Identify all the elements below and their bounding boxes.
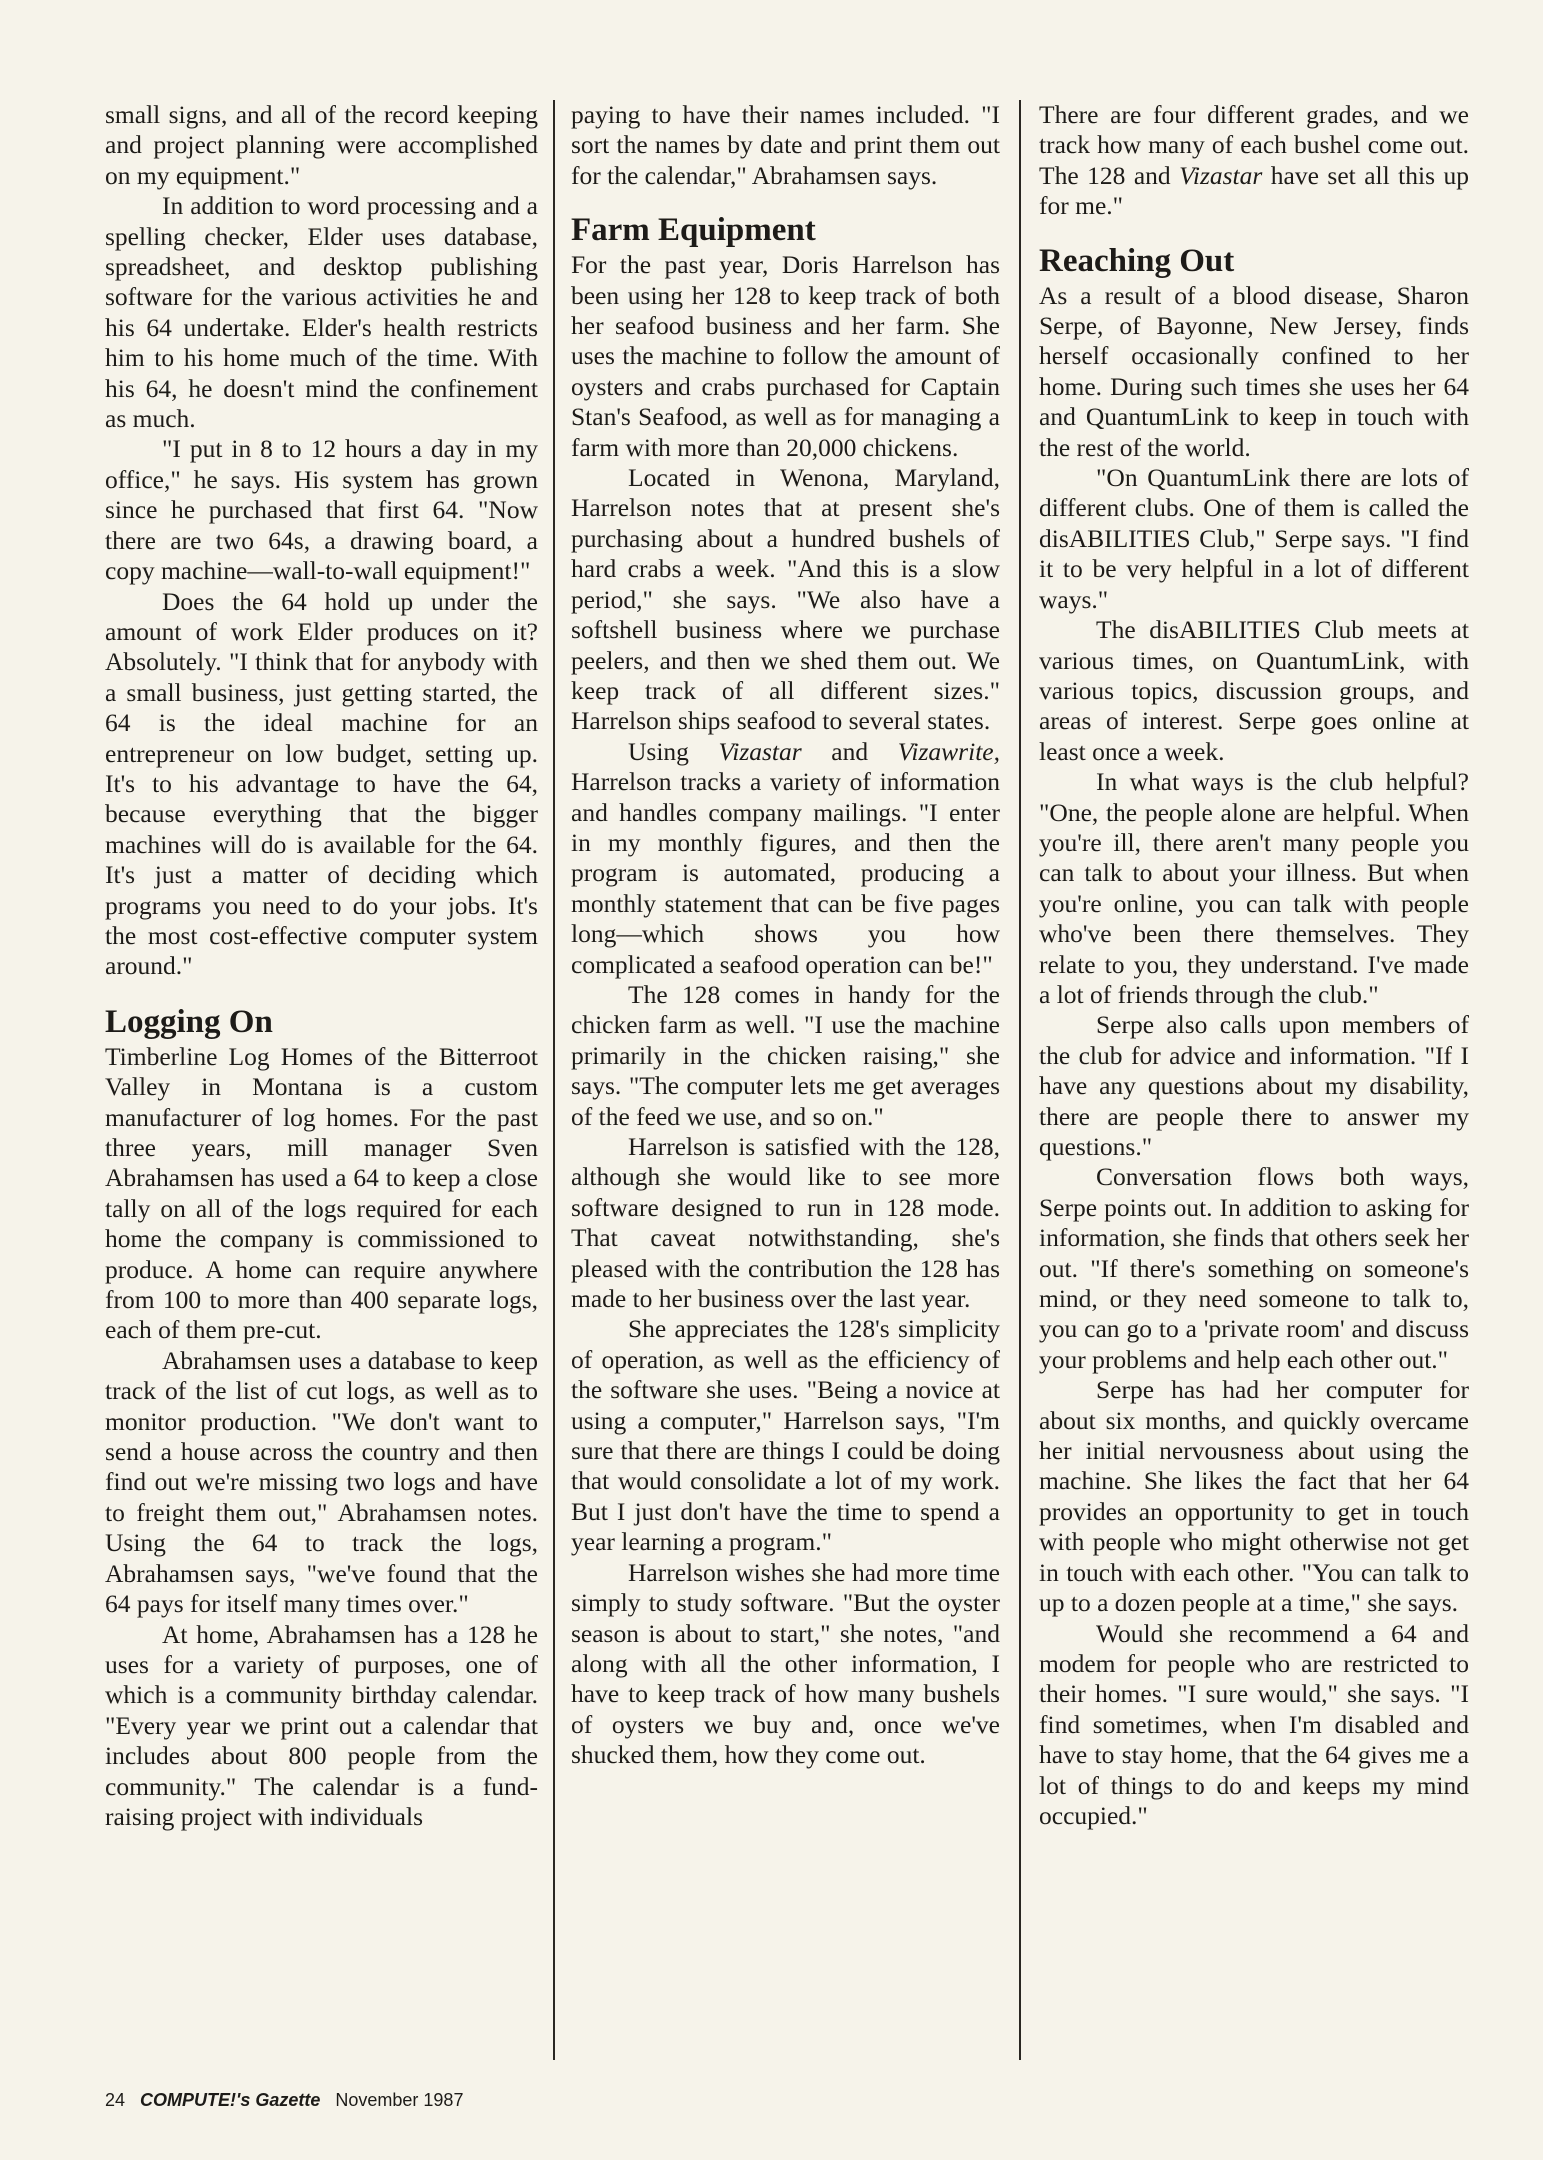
column-divider bbox=[553, 100, 555, 2060]
section-heading-logging-on: Logging On bbox=[105, 1003, 273, 1040]
software-title: Vizastar bbox=[718, 736, 802, 766]
paragraph: "I put in 8 to 12 hours a day in my office," he says. His system has grown since he purchased that first 64. "Now there are two 64s, a drawing board, a copy machine—wall-to-wall equipment!" bbox=[105, 434, 538, 586]
software-title: Vizawrite, bbox=[897, 736, 1000, 766]
text-run: Using bbox=[628, 736, 719, 766]
page-number: 24 bbox=[105, 2090, 126, 2110]
paragraph: The disABILITIES Club meets at various times, on QuantumLink, with various topics, discussion groups, and areas of interest. Serpe goes online at least once a week. bbox=[1039, 615, 1469, 766]
software-title: Vizastar bbox=[1179, 160, 1263, 190]
paragraph: Serpe also calls upon members of the club for advice and information. "If I have any questions about my disability, there are people there to answer my questions." bbox=[1039, 1010, 1469, 1161]
paragraph: Would she recommend a 64 and modem for people who are restricted to their homes. "I sure would," she says. "I find sometimes, when I'm disabled and have to stay home, that the 64 gives me a lot of things to do and keeps my mind occupied." bbox=[1039, 1618, 1469, 1830]
issue-date: November 1987 bbox=[335, 2090, 464, 2110]
paragraph: She appreciates the 128's simplicity of operation, as well as the efficiency of the software she uses. "Being a novice at using a computer," Harrelson says, "I'm sure that there are things I could be doing that would consolidate a lot of my work. But I just don't have the time to spend a year learning a program." bbox=[571, 1314, 1000, 1557]
paragraph: In what ways is the club helpful? "One, the people alone are helpful. When you're ill, there aren't many people you can talk to about your illness. But when you're online, you can talk with people who've been there themselves. They relate to you, they understand. I've made a lot of friends through the club." bbox=[1039, 767, 1469, 1009]
paragraph: small signs, and all of the record keeping and project planning were accomplished on my equipment." bbox=[105, 100, 538, 190]
paragraph bbox=[571, 737, 1000, 980]
paragraph: Conversation flows both ways, Serpe points out. In addition to asking for information, she finds that others seek her out. "If there's something on someone's mind, or they need someone to talk to, you can go to a 'private room' and discuss your problems and help each other out." bbox=[1039, 1162, 1469, 1374]
paragraph: In addition to word processing and a spelling checker, Elder uses database, spreadsheet, and desktop publishing software for the various activities he and his 64 undertake. Elder's health restricts him to his home much of the time. With his 64, he doesn't mind the confinement as much. bbox=[105, 191, 538, 434]
paragraph: The 128 comes in handy for the chicken farm as well. "I use the machine primarily in the chicken raising," she says. "The computer lets me get averages of the feed we use, and so on." bbox=[571, 979, 1000, 1131]
section-heading-farm-equipment: Farm Equipment bbox=[571, 212, 816, 249]
paragraph: Located in Wenona, Maryland, Harrelson notes that at present she's purchasing about a hundred bushels of hard crabs a week. "And this is a slow period," she says. "We also have a softshell business where we purchase peelers, and then we shed them out. We keep track of all different sizes." Harrelson ships seafood to several states. bbox=[571, 463, 1000, 736]
paragraph: Does the 64 hold up under the amount of work Elder produces on it? Absolutely. "I think that for anybody with a small business, just getting started, the 64 is the ideal machine for an entrepreneur on low budget, setting up. It's to his advantage to have the 64, because everything that the bigger machines will do is available for the 64. It's just a matter of deciding which programs you need to do your jobs. It's the most cost-effective computer system around." bbox=[105, 586, 538, 981]
paragraph: Serpe has had her computer for about six months, and quickly overcame her initial nervousness about using the machine. She likes the fact that her 64 provides an opportunity to get in touch with people who might otherwise not get in touch with each other. "You can talk to up to a dozen people at a time," she says. bbox=[1039, 1375, 1469, 1618]
article-column-1 bbox=[105, 100, 538, 1832]
text-run: have set all this up for me." bbox=[1039, 160, 1470, 221]
text-run: Harrelson tracks a variety of information and handles company mailings. "I enter in my monthly figures, and then the program is automated, producing a monthly statement that can be five pages long—which shows you how complicated a seafood operation can be!" bbox=[571, 767, 1000, 979]
section-heading-reaching-out: Reaching Out bbox=[1039, 242, 1235, 279]
column-divider bbox=[1019, 100, 1021, 2060]
paragraph: "On QuantumLink there are lots of different clubs. One of them is called the disABILITIES Club," Serpe says. "I find it to be very helpful in a lot of different ways." bbox=[1039, 463, 1469, 614]
paragraph bbox=[1039, 100, 1469, 222]
paragraph: Harrelson wishes she had more time simply to study software. "But the oyster season is about to start," she notes, "and along with all the other information, I have to keep track of how many bushels of oysters we buy and, once we've shucked them, how they come out. bbox=[571, 1557, 1000, 1770]
publication-name: COMPUTE!'s Gazette bbox=[140, 2090, 321, 2110]
text-run: There are four different grades, and we track how many of each bushel come out. The 128 and bbox=[1039, 100, 1469, 190]
paragraph: Timberline Log Homes of the Bitterroot Valley in Montana is a custom manufacturer of log homes. For the past three years, mill manager Sven Abrahamsen has used a 64 to keep a close tally on all of the logs required for each home the company is commissioned to produce. A home can require anywhere from 100 to more than 400 separate logs, each of them pre-cut. bbox=[105, 1041, 538, 1345]
page-footer bbox=[105, 2090, 473, 2111]
paragraph: Abrahamsen uses a database to keep track of the list of cut logs, as well as to monitor production. "We don't want to send a house across the country and then find out we're missing two logs and have to freight them out," Abrahamsen notes. Using the 64 to track the logs, Abrahamsen says, "we've found that the 64 pays for itself many times over." bbox=[105, 1345, 538, 1619]
paragraph: For the past year, Doris Harrelson has been using her 128 to keep track of both her seafood business and her farm. She uses the machine to follow the amount of oysters and crabs purchased for Captain Stan's Seafood, as well as for managing a farm with more than 20,000 chickens. bbox=[571, 250, 1000, 462]
article-column-2 bbox=[571, 100, 1000, 1771]
article-column-3 bbox=[1039, 100, 1469, 1831]
paragraph: paying to have their names included. "I sort the names by date and print them out for the calendar," Abrahamsen says. bbox=[571, 100, 1000, 190]
paragraph: As a result of a blood disease, Sharon Serpe, of Bayonne, New Jersey, finds herself occasionally confined to her home. During such times she uses her 64 and QuantumLink to keep in touch with the rest of the world. bbox=[1039, 280, 1469, 462]
paragraph: Harrelson is satisfied with the 128, although she would like to see more software designed to run in 128 mode. That caveat notwithstanding, she's pleased with the contribution the 128 has made to her business over the last year. bbox=[571, 1132, 1000, 1314]
text-run: and bbox=[801, 736, 898, 766]
paragraph: At home, Abrahamsen has a 128 he uses for a variety of purposes, one of which is a community birthday calendar. "Every year we print out a calendar that includes about 800 people from the community." The calendar is a fund-raising project with individuals bbox=[105, 1619, 538, 1831]
